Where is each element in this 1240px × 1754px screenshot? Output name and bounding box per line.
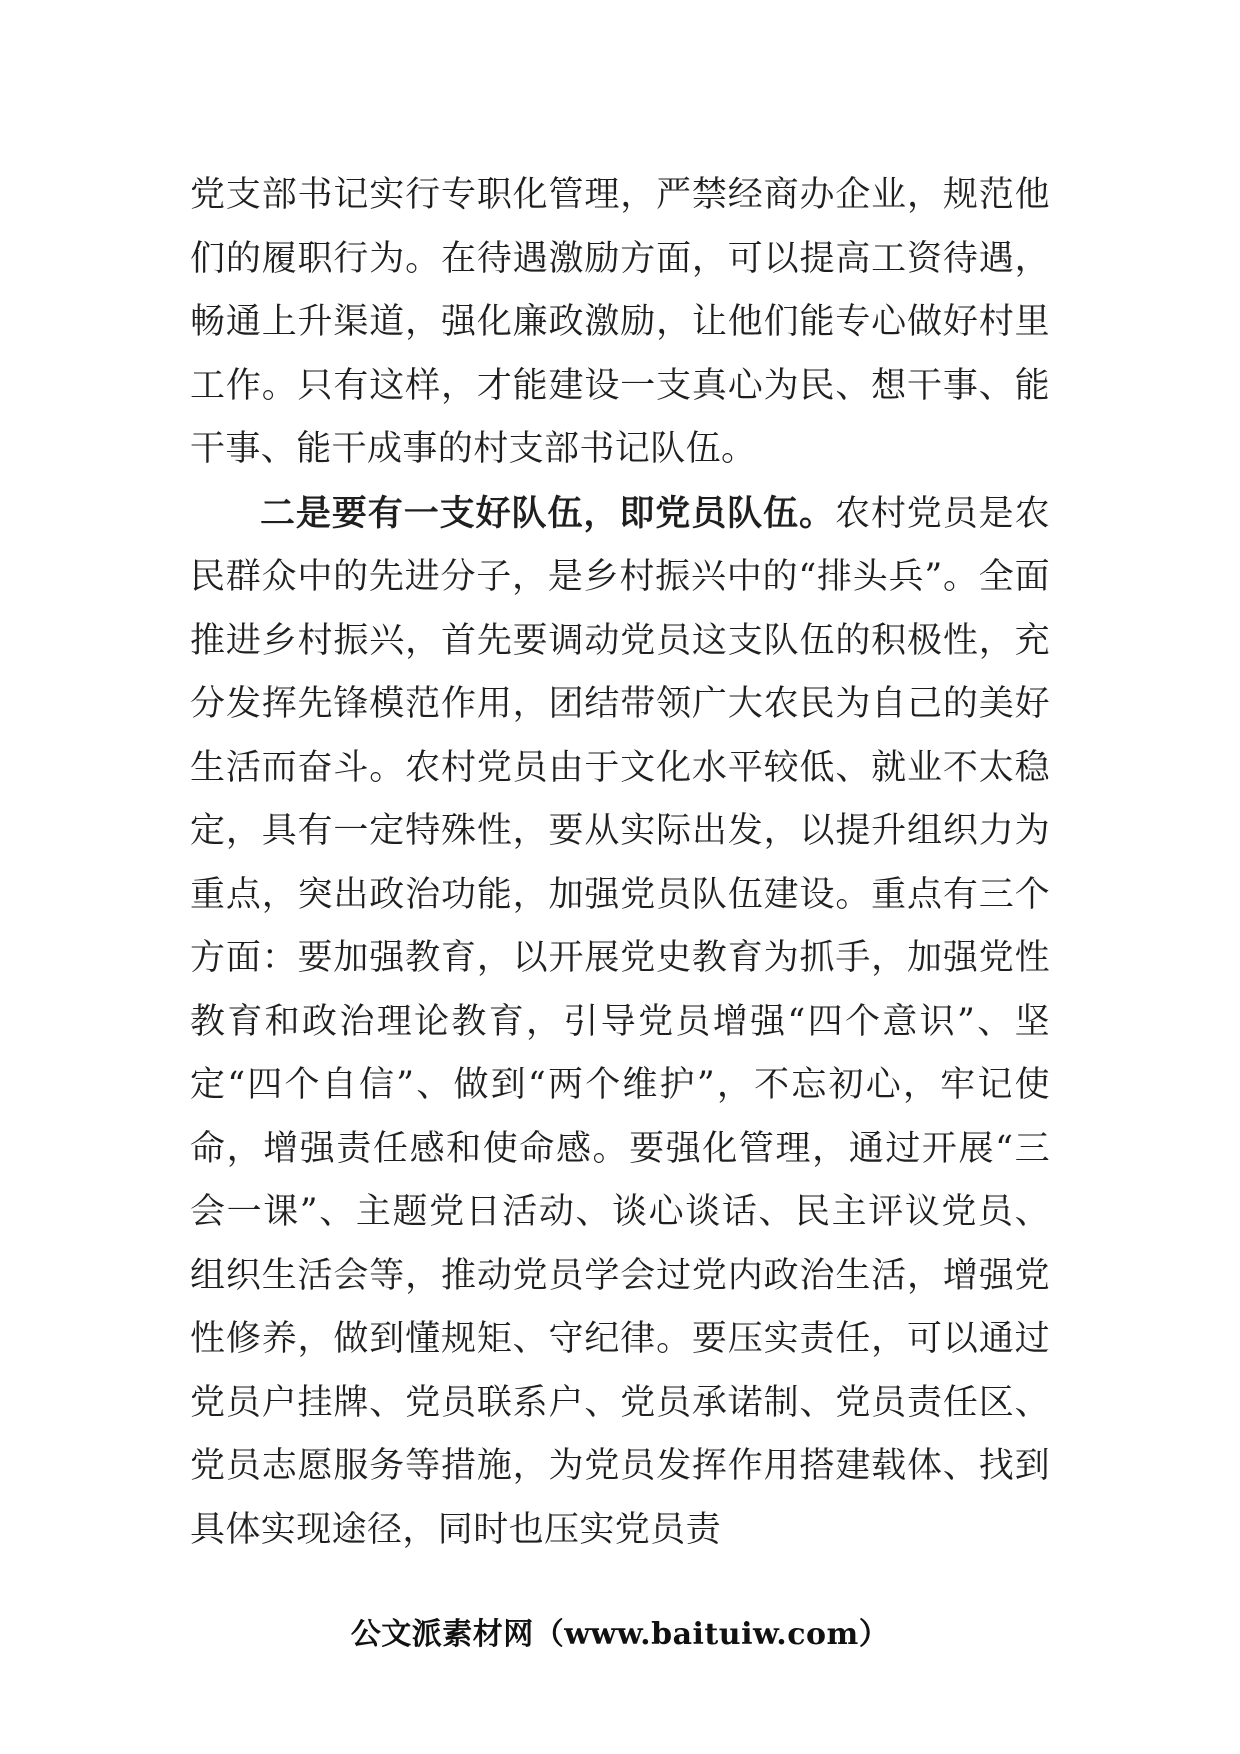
document-body (190, 164, 1050, 1562)
footer-watermark: 公文派素材网（www.baituiw.com） (350, 1617, 890, 1652)
paragraph-2 (190, 482, 1050, 1563)
paragraph-2-body: 农村党员是农民群众中的先进分子，是乡村振兴中的“排头兵”。全面推进乡村振兴，首先要调动党员这支队伍的积极性，充分发挥先锋模范作用，团结带领广大农民为自己的美好生活而奋斗。农村党员由于文化水平较低、就业不太稳定，具有一定特殊性，要从实际出发，以提升组织力为重点，突出政治功能，加强党员队伍建设。重点有三个方面：要加强教育，以开展党史教育为抓手，加强党性教育和政治理论教育，引导党员增强“四个意识”、坚定“四个自信”、做到“两个维护”，不忘初心，牢记使命，增强责任感和使命感。要强化管理，通过开展“三会一课”、主题党日活动、谈心谈话、民主评议党员、组织生活会等，推动党员学会过党内政治生活，增强党性修养，做到懂规矩、守纪律。要压实责任，可以通过党员户挂牌、党员联系户、党员承诺制、党员责任区、党员志愿服务等措施，为党员发挥作用搭建载体、找到具体实现途径，同时也压实党员责 (190, 493, 1051, 1550)
paragraph-2-heading: 二是要有一支好队伍，即党员队伍。 (260, 492, 835, 534)
paragraph-1: 党支部书记实行专职化管理，严禁经商办企业，规范他们的履职行为。在待遇激励方面，可以提高工资待遇，畅通上升渠道，强化廉政激励，让他们能专心做好村里工作。只有这样，才能建设一支真心为民、想干事、能干事、能干成事的村支部书记队伍。 (190, 175, 1050, 469)
